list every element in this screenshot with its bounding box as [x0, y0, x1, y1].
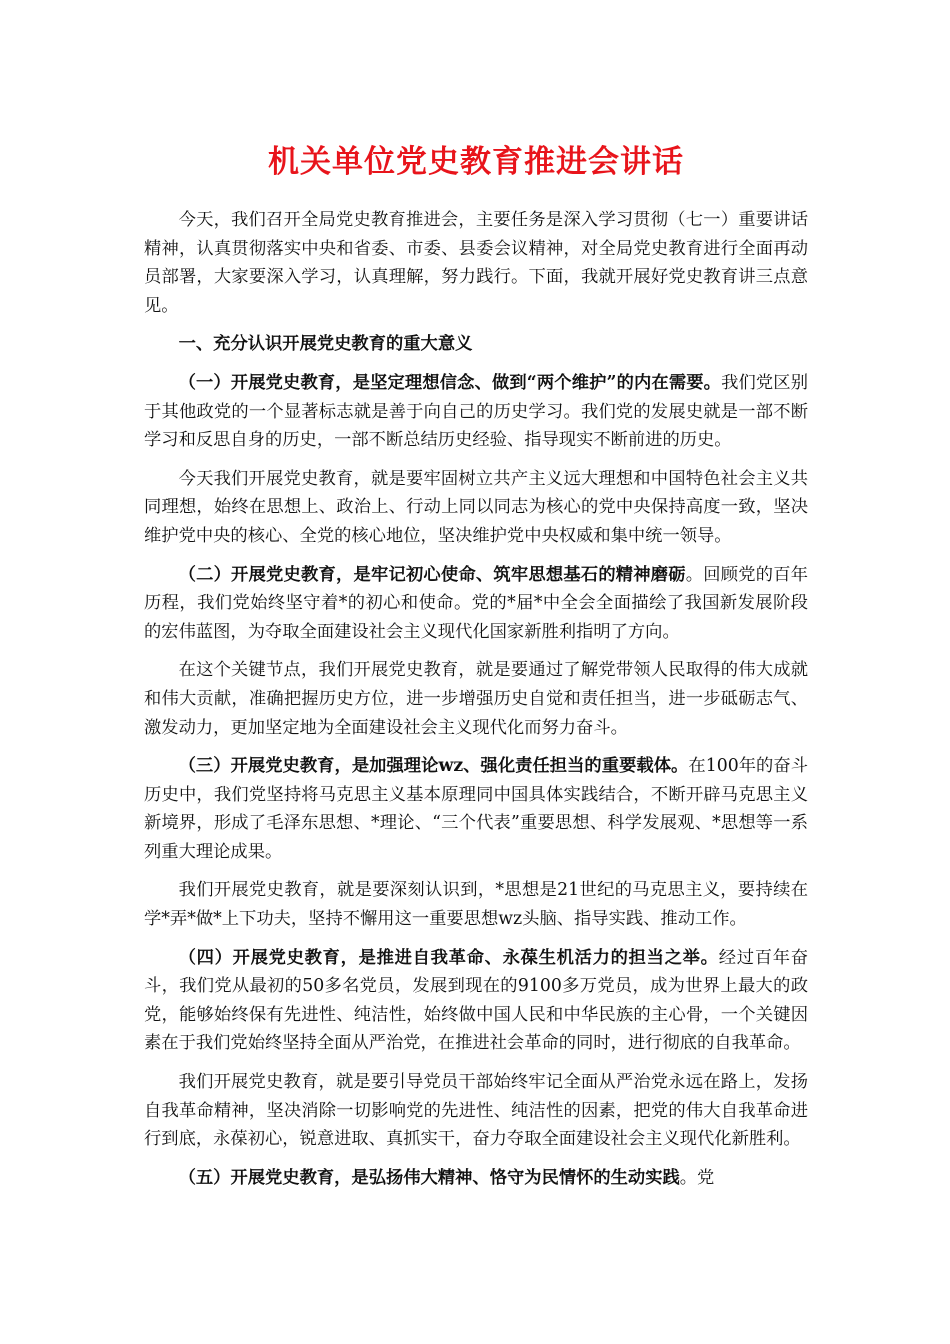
point-2-lead: （二）开展党史教育，是牢记初心使命、筑牢思想基石的精神磨砺	[178, 564, 686, 585]
point-1-follow-paragraph: 今天我们开展党史教育，就是要牢固树立共产主义远大理想和中国特色社会主义共同理想，始终在思想上、政治上、行动上同以同志为核心的党中央保持高度一致，坚决维护党中央的核心、全党的核心地位，坚决维护党中央权威和集中统一领导。	[144, 468, 808, 546]
point-4-body: 经过百年奋斗，我们党从最初的50多名党员，发展到现在的9100多万党员，成为世界上最大的政党，能够始终保有先进性、纯洁性，始终做中国人民和中华民族的主心骨，一个关键因素在于我们党始终坚持全面从严治党，在推进社会革命的同时，进行彻底的自我革命。	[144, 947, 808, 1054]
point-4-lead: （四）开展党史教育，是推进自我革命、永葆生机活力的担当之举。	[178, 947, 719, 968]
document-page	[144, 140, 808, 1202]
point-5-paragraph	[144, 1164, 808, 1193]
point-5-body: 。党	[679, 1167, 715, 1188]
point-4-follow-paragraph: 我们开展党史教育，就是要引导党员干部始终牢记全面从严治党永远在路上，发扬自我革命精神，坚决消除一切影响党的先进性、纯洁性的因素，把党的伟大自我革命进行到底，永葆初心，锐意进取、真抓实干，奋力夺取全面建设社会主义现代化新胜利。	[144, 1072, 808, 1150]
document-title: 机关单位党史教育推进会讲话	[268, 144, 684, 180]
point-5-lead: （五）开展党史教育，是弘扬伟大精神、恪守为民情怀的生动实践	[178, 1167, 680, 1188]
point-1-lead: （一）开展党史教育，是坚定理想信念、做到“两个维护”的内在需要。	[178, 372, 722, 393]
point-3-lead: （三）开展党史教育，是加强理论wz、强化责任担当的重要载体。	[178, 756, 689, 777]
point-1-paragraph	[144, 369, 808, 455]
point-2-follow-paragraph: 在这个关键节点，我们开展党史教育，就是要通过了解党带领人民取得的伟大成就和伟大贡献，准确把握历史方位，进一步增强历史自觉和责任担当，进一步砥砺志气、激发动力，更加坚定地为全面建设社会主义现代化而努力奋斗。	[144, 660, 808, 738]
point-2-paragraph	[144, 561, 808, 647]
point-3-paragraph	[144, 752, 808, 866]
section-heading-1: 一、充分认识开展党史教育的重大意义	[178, 334, 473, 355]
point-1-body: 我们党区别于其他政党的一个显著标志就是善于向自己的历史学习。我们党的发展史就是一部不断学习和反思自身的历史，一部不断总结历史经验、指导现实不断前进的历史。	[144, 372, 808, 451]
point-3-body: 在100年的奋斗历史中，我们党坚持将马克思主义基本原理同中国具体实践结合，不断开辟马克思主义新境界，形成了毛泽东思想、*理论、“三个代表”重要思想、科学发展观、*思想等一系列重大理论成果。	[144, 756, 808, 862]
point-3-follow-paragraph: 我们开展党史教育，就是要深刻认识到，*思想是21世纪的马克思主义，要持续在学*弄*做*上下功夫，坚持不懈用这一重要思想wz头脑、指导实践、推动工作。	[144, 880, 808, 930]
point-2-body: 。回顾党的百年历程，我们党始终坚守着*的初心和使命。党的*届*中全会全面描绘了我国新发展阶段的宏伟蓝图，为夺取全面建设社会主义现代化国家新胜利指明了方向。	[144, 564, 808, 642]
intro-paragraph: 今天，我们召开全局党史教育推进会，主要任务是深入学习贯彻（七一）重要讲话精神，认真贯彻落实中央和省委、市委、县委会议精神，对全局党史教育进行全面再动员部署，大家要深入学习，认真理解，努力践行。下面，我就开展好党史教育讲三点意见。	[144, 210, 808, 316]
point-4-paragraph	[144, 944, 808, 1058]
